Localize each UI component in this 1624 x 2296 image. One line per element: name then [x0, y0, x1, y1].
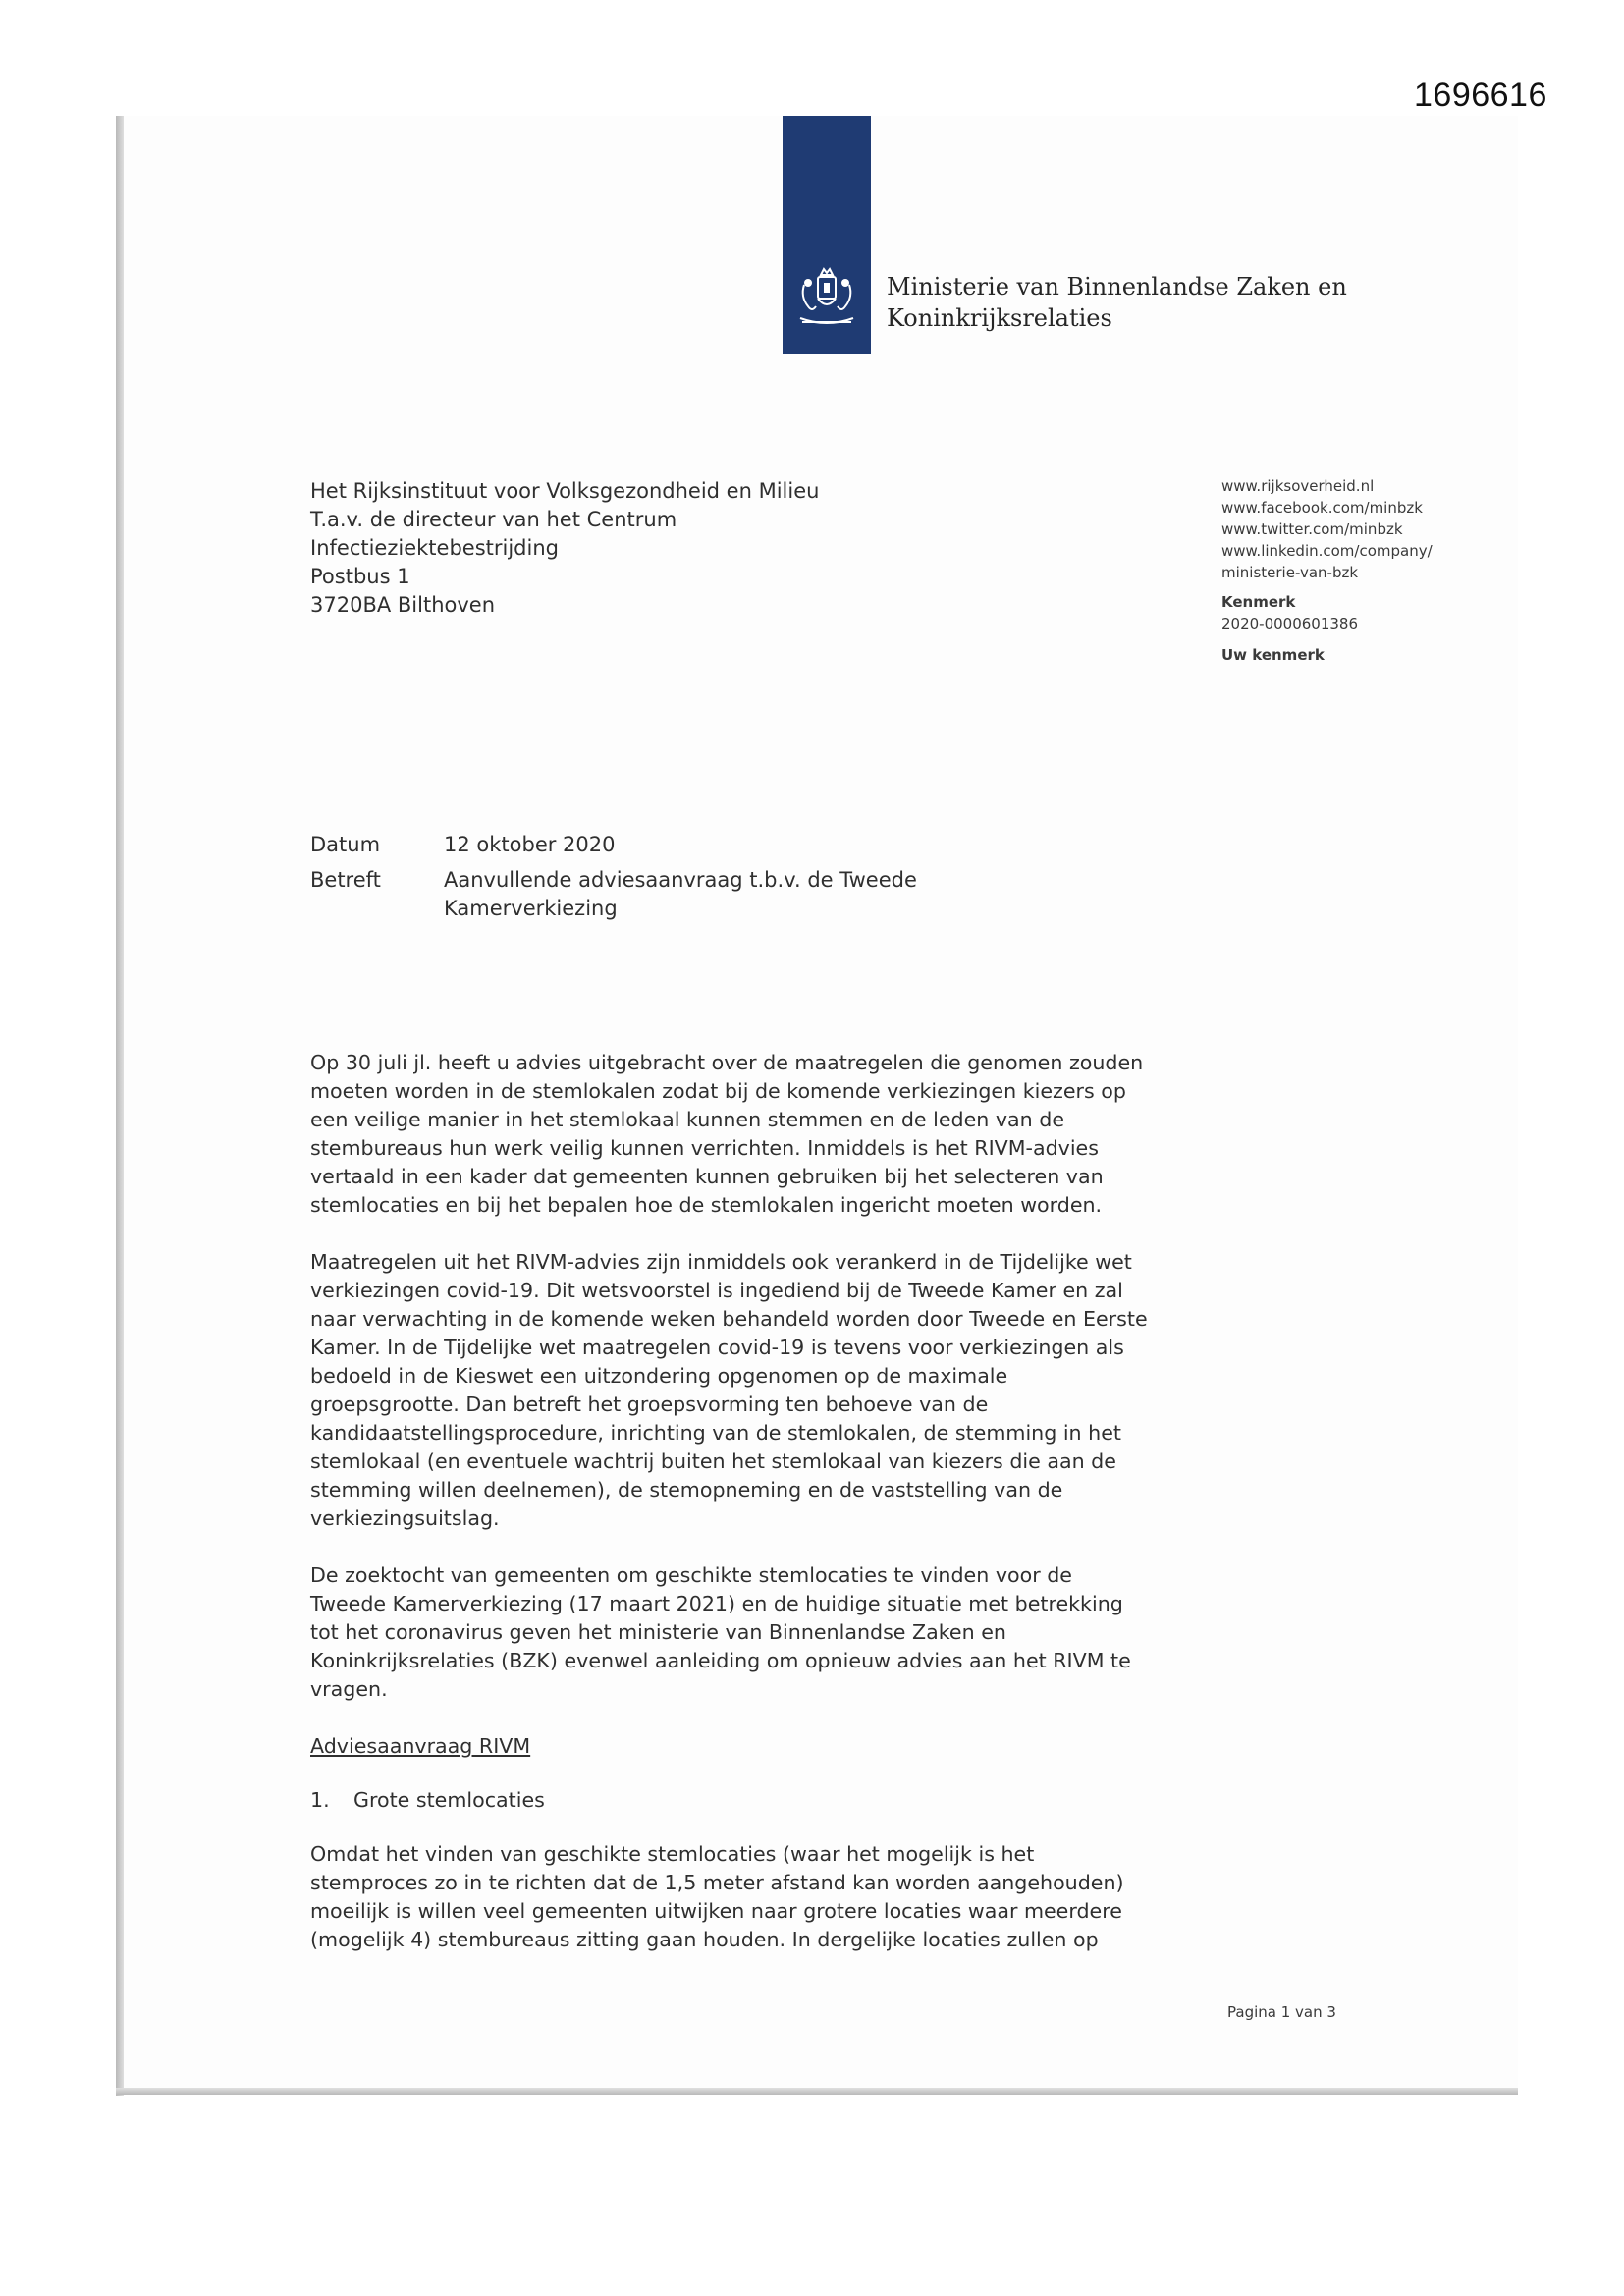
betreft-value: Aanvullende adviesaanvraag t.b.v. de Tweede Kamerverkiezing	[444, 868, 917, 920]
twitter-link[interactable]: www.twitter.com/minbzk	[1221, 520, 1403, 538]
letter-meta	[310, 831, 994, 930]
facebook-link[interactable]: www.facebook.com/minbzk	[1221, 499, 1423, 517]
item-number: 1.	[310, 1788, 330, 1812]
address-line: Het Rijksinstituut voor Volksgezondheid en Milieu	[310, 479, 820, 503]
body-paragraph: Op 30 juli jl. heeft u advies uitgebracht over de maatregelen die genomen zouden moeten worden in de stemlokalen zodat bij de komende verkiezingen kiezers op een veilige manier in het stemlokaal kunnen stemmen en de leden van de stembureaus hun werk veilig kunnen verrichten. Inmiddels is het RIVM-advies vertaald in een kader dat gemeenten kunnen gebruiken bij het selecteren van stemlocaties en bij het bepalen hoe de stemlokalen ingericht moeten worden.	[310, 1051, 1144, 1217]
datum-value: 12 oktober 2020	[444, 833, 616, 856]
document-number: 1696616	[1414, 77, 1547, 114]
address-line: 3720BA Bilthoven	[310, 593, 496, 617]
letter-body	[310, 1049, 1214, 1983]
betreft-label: Betreft	[310, 868, 381, 892]
address-line: Infectieziektebestrijding	[310, 536, 559, 560]
sender-sidebar	[1221, 475, 1433, 666]
section-heading: Adviesaanvraag RIVM	[310, 1734, 531, 1758]
address-line: T.a.v. de directeur van het Centrum	[310, 508, 677, 531]
uw-kenmerk-label: Uw kenmerk	[1221, 646, 1325, 664]
government-logo-bar	[783, 116, 871, 354]
recipient-address	[310, 477, 819, 620]
datum-label: Datum	[310, 833, 381, 856]
body-paragraph: Maatregelen uit het RIVM-advies zijn inmiddels ook verankerd in de Tijdelijke wet verkiezingen covid-19. Dit wetsvoorstel is ingediend bij de Tweede Kamer en zal naar verwachting in de komende weken behandeld worden door Tweede en Eerste Kamer. In de Tijdelijke wet maatregelen covid-19 is tevens voor verkiezingen als bedoeld in de Kieswet een uitzondering opgenomen op de maximale groepsgrootte. Dan betreft het groepsvorming ten behoeve van de kandidaatstellingsprocedure, inrichting van de stemlokalen, de stemming in het stemlokaal (en eventuele wachtrij buiten het stemlokaal van kiezers die aan de stemming willen deelnemen), de stemopneming en de vaststelling van de verkiezingsuitslag.	[310, 1250, 1148, 1530]
scan-bottom-edge	[116, 2088, 1518, 2095]
kenmerk-value: 2020-0000601386	[1221, 615, 1359, 632]
website-link[interactable]: www.rijksoverheid.nl	[1221, 477, 1375, 495]
numbered-item	[310, 1786, 1214, 1815]
page-indicator: Pagina 1 van 3	[1227, 2003, 1336, 2021]
coat-of-arms-icon	[790, 263, 863, 332]
scan-left-edge	[116, 116, 124, 2096]
betreft-row	[310, 866, 994, 923]
address-line: Postbus 1	[310, 565, 410, 588]
ministry-name	[887, 271, 1347, 334]
body-paragraph: De zoektocht van gemeenten om geschikte stemlocaties te vinden voor de Tweede Kamerverkiezing (17 maart 2021) en de huidige situatie met betrekking tot het coronavirus geven het ministerie van Binnenlandse Zaken en Koninkrijksrelaties (BZK) evenwel aanleiding om opnieuw advies aan het RIVM te vragen.	[310, 1563, 1131, 1701]
linkedin-link-continued[interactable]: ministerie-van-bzk	[1221, 564, 1359, 581]
body-paragraph: Omdat het vinden van geschikte stemlocaties (waar het mogelijk is het stemproces zo in te richten dat de 1,5 meter afstand kan worden aangehouden) moeilijk is willen veel gemeenten uitwijken naar grotere locaties waar meerdere (mogelijk 4) stembureaus zitting gaan houden. In dergelijke locaties zullen op	[310, 1842, 1124, 1951]
item-title: Grote stemlocaties	[353, 1788, 545, 1812]
datum-row	[310, 831, 994, 859]
ministry-name-line2: Koninkrijksrelaties	[887, 304, 1112, 332]
linkedin-link[interactable]: www.linkedin.com/company/	[1221, 542, 1433, 560]
ministry-name-line1: Ministerie van Binnenlandse Zaken en	[887, 273, 1347, 301]
kenmerk-label: Kenmerk	[1221, 593, 1296, 611]
